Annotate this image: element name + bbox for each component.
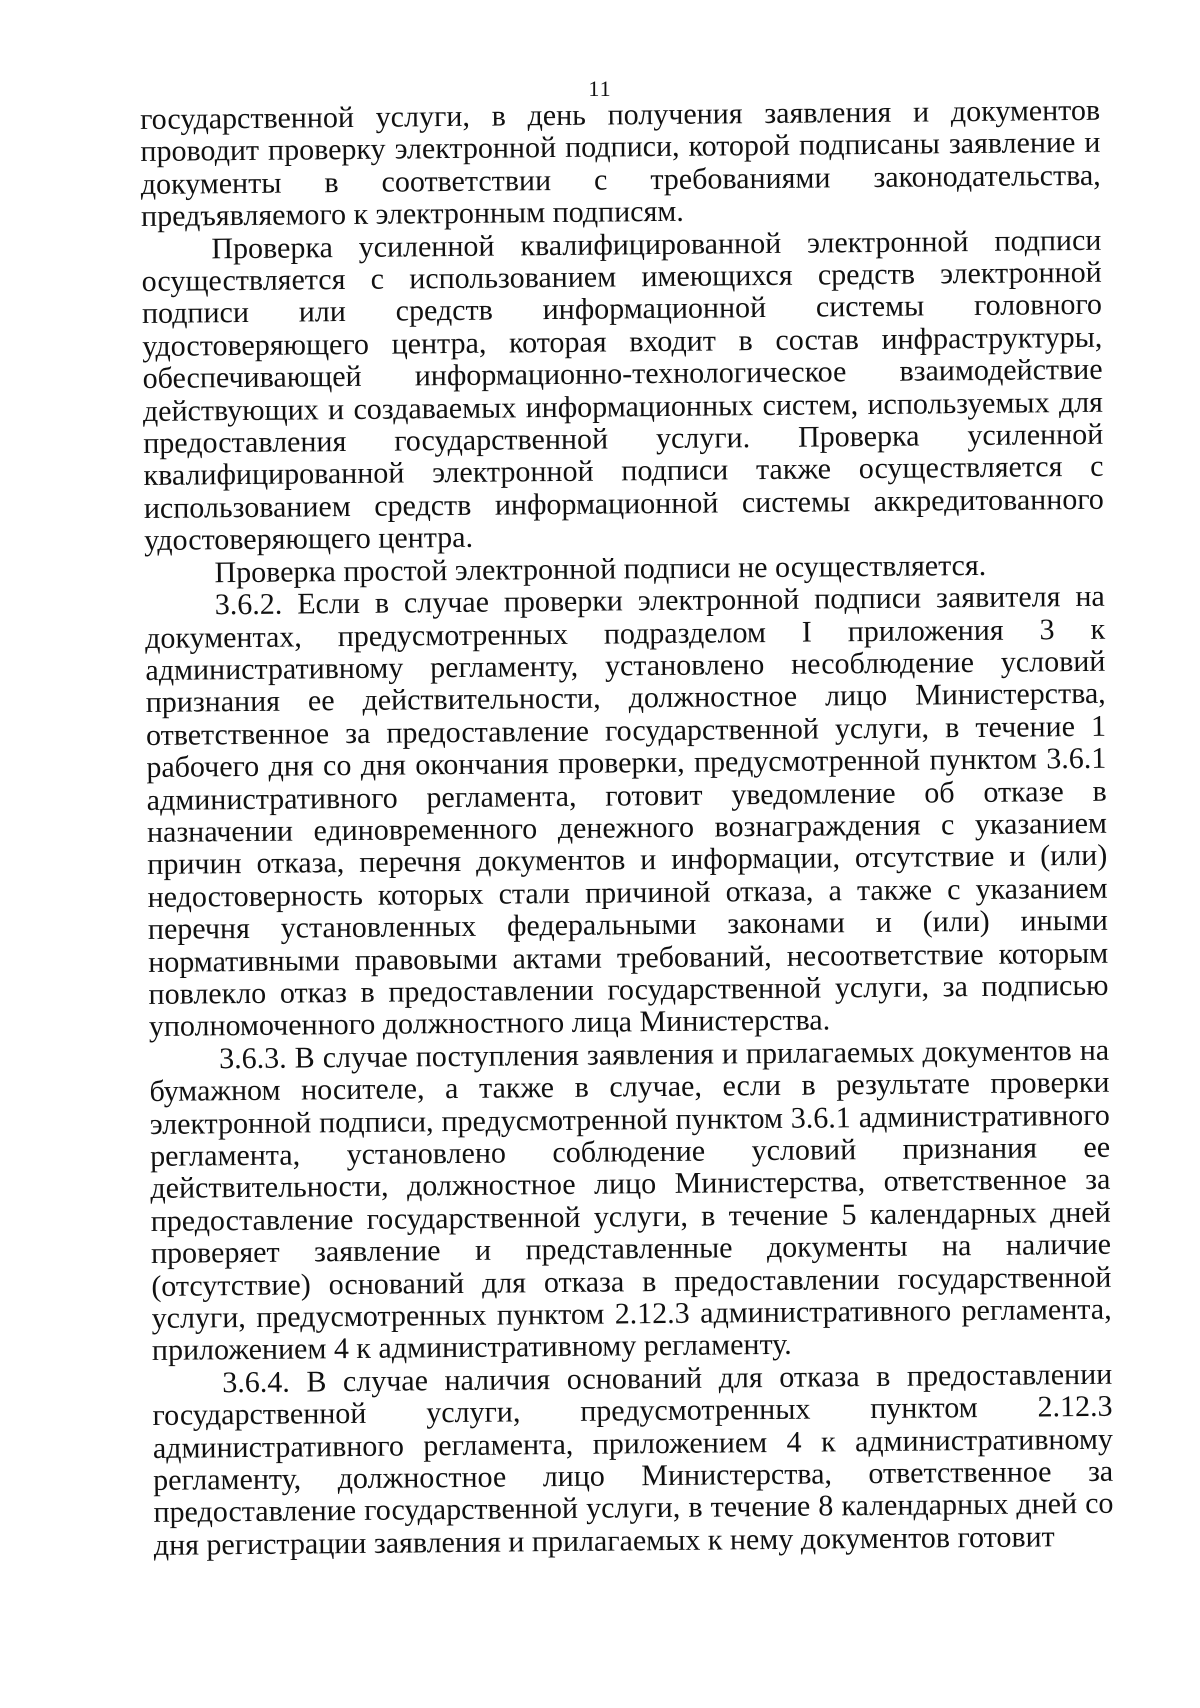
page-number: 11 [588, 76, 612, 101]
paragraph-3-6-4: 3.6.4. В случае наличия оснований для отказа в предоставлении государственной услуги, предусмотренных пунктом 2.12.3 административного регламента, приложением 4 к административному регламенту, должностное лицо Министерства, ответственное за предоставление государственной услуги, в течение 8 календарных дней со дня регистрации заявления и прилагаемых к нему документов готовит [152, 1357, 1114, 1562]
paragraph-3-6-2: 3.6.2. Если в случае проверки электронной подписи заявителя на документах, предусмотренных подразделом I приложения 3 к административному регламенту, установлено несоблюдение условий признания ее действительности, должностное лицо Министерства, ответственное за предоставление государственной услуги, в течение 1 рабочего дня со дня окончания проверки, предусмотренной пунктом 3.6.1 административного регламента, готовит уведомление об отказе в назначении единовременного денежного вознаграждения с указанием причин отказа, перечня документов и информации, отсутствие и (или) недостоверность которых стали причиной отказа, а также с указанием перечня установленных федеральными законами и (или) иными нормативными правовыми актами требований, несоответствие которым повлекло отказ в предоставлении государственной услуги, за подписью уполномоченного должностного лица Министерства. [144, 579, 1109, 1044]
paragraph-qualified-signature-check: Проверка усиленной квалифицированной электронной подписи осуществляется с использованием имеющихся средств электронной подписи или средств информационной системы головного удостоверяющего центра, которая входит в состав инфраструктуры, обеспечивающей информационно-технологическое взаимодействие действующих и создаваемых информационных систем, используемых для предоставления государственной услуги. Проверка усиленной квалифицированной электронной подписи также осуществляется с использованием средств информационной системы аккредитованного удостоверяющего центра. [141, 223, 1104, 558]
paragraph-simple-signature-check: Проверка простой электронной подписи не осуществляется. [214, 548, 987, 589]
document-body [140, 95, 1114, 1562]
paragraph-3-6-3: 3.6.3. В случае поступления заявления и прилагаемых документов на бумажном носителе, а также в случае, если в результате проверки электронной подписи, предусмотренной пунктом 3.6.1 административного регламента, установлено соблюдение условий признания ее действительности, должностное лицо Министерства, ответственное за предоставление государственной услуги, в течение 5 календарных дней проверяет заявление и представленные документы на наличие (отсутствие) оснований для отказа в предоставлении государственной услуги, предусмотренных пунктом 2.12.3 административного регламента, приложением 4 к административному регламенту. [149, 1033, 1112, 1368]
paragraph-continuation: государственной услуги, в день получения заявления и документов проводит проверку электронной подписи, которой подписаны заявление и документы в соответствии с требованиями законодательства, предъявляемого к электронным подписям. [139, 93, 1101, 234]
